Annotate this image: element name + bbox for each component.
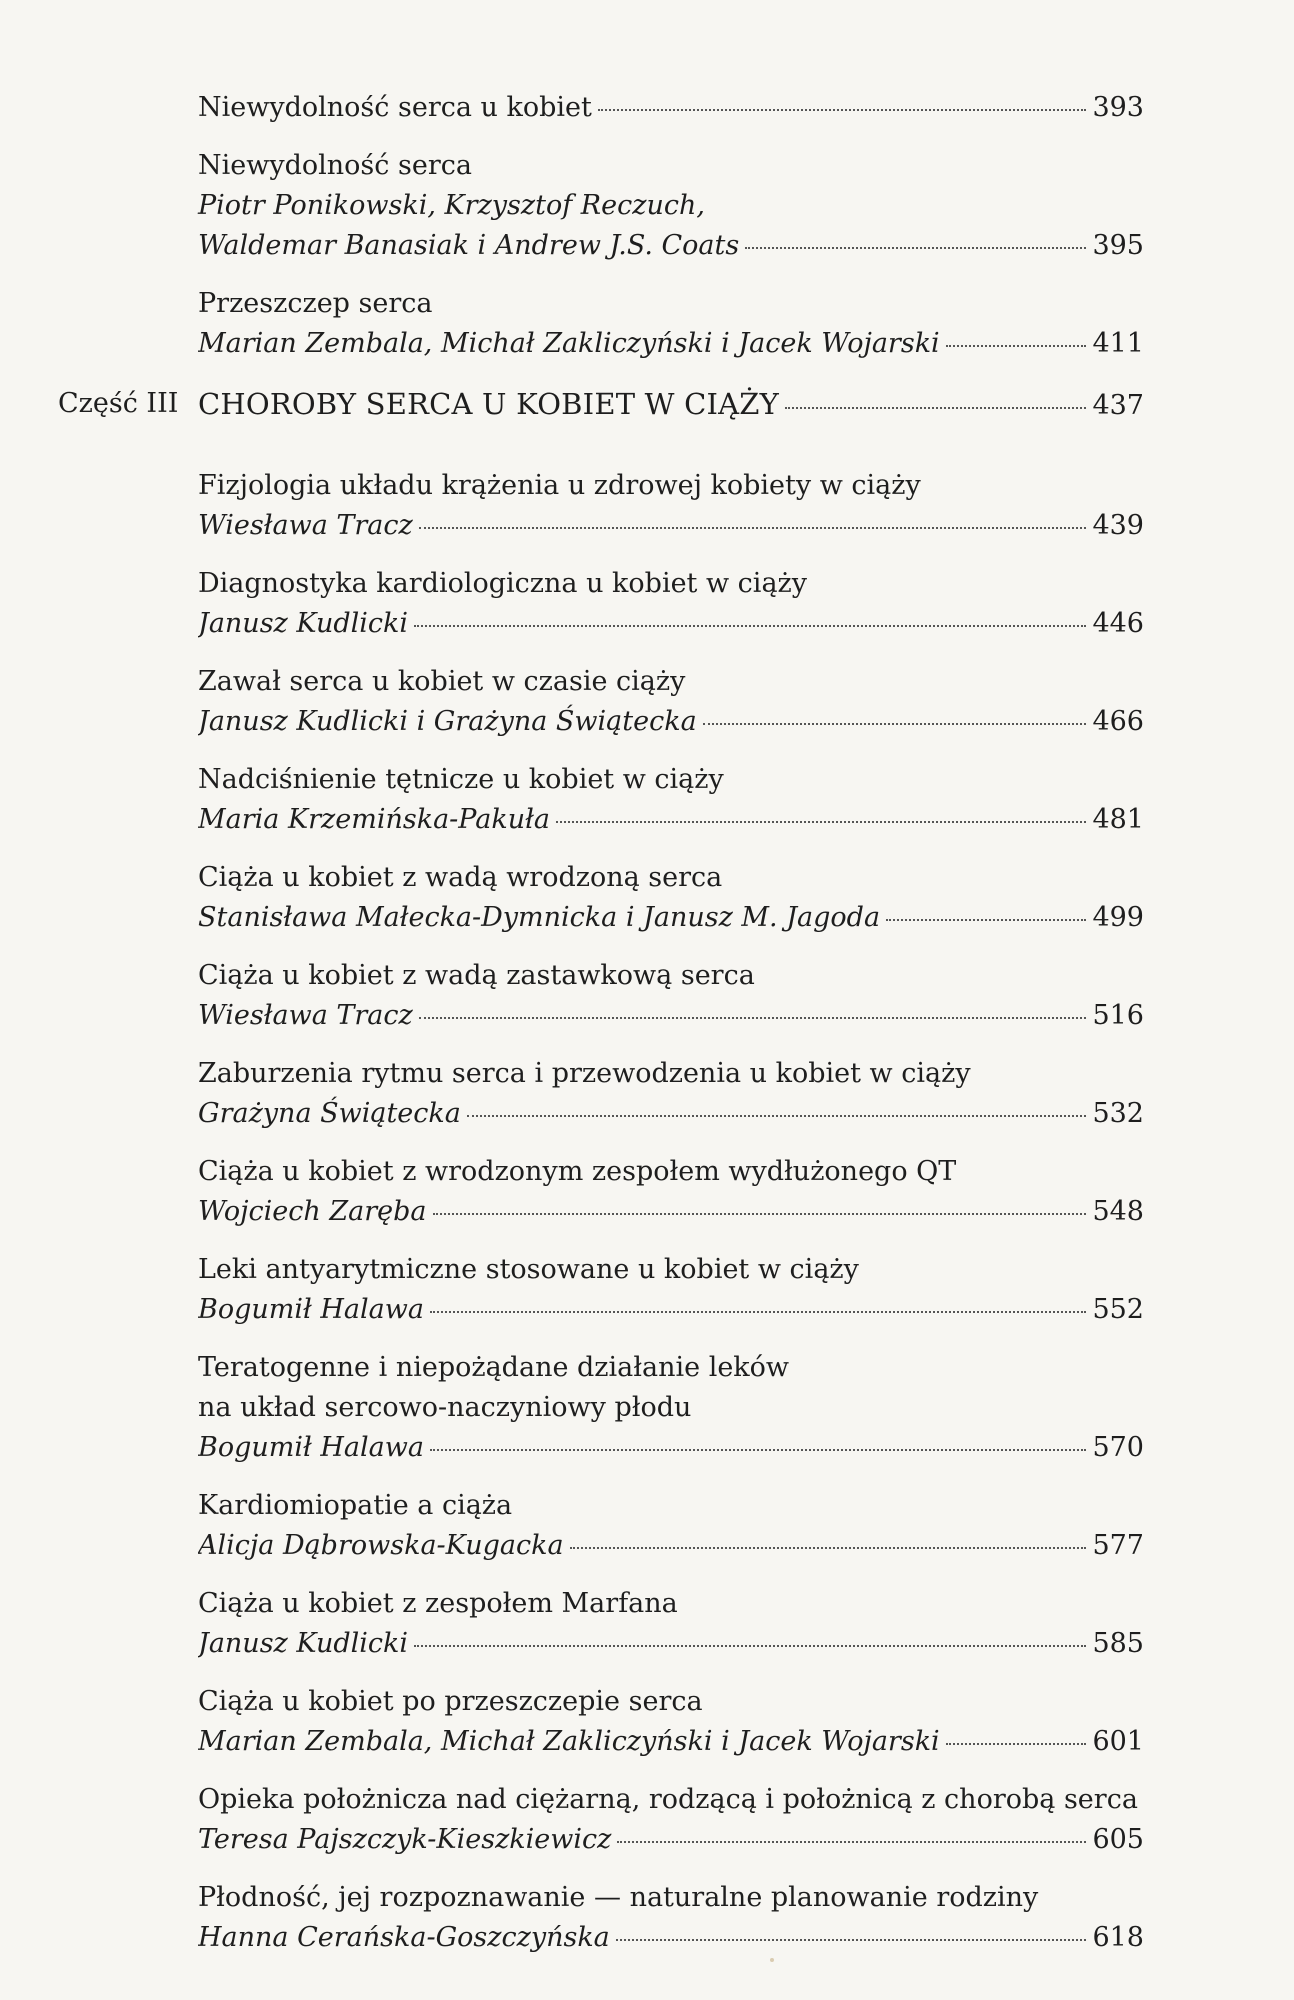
author-name: Maria Krzemińska-Pakuła [198, 804, 550, 835]
author-name: Hanna Cerańska-Goszczyńska [198, 1922, 610, 1953]
entry-line-with-page [198, 604, 1144, 644]
chapter-title: Ciąża u kobiet z wrodzonym zespołem wydłużonego QT [198, 1156, 957, 1187]
toc-entry [198, 956, 1144, 1036]
entry-line [198, 466, 1144, 506]
chapter-title: Fizjologia układu krążenia u zdrowej kobiety w ciąży [198, 470, 921, 501]
toc-entry [198, 1584, 1144, 1664]
entry-line-with-page [198, 1820, 1144, 1860]
chapter-title: Kardiomiopatie a ciąża [198, 1490, 513, 1521]
entry-line [198, 146, 1144, 186]
author-name: Bogumił Halawa [198, 1432, 424, 1463]
entry-line-with-page [198, 1428, 1144, 1468]
entry-line-with-page [198, 996, 1144, 1036]
entry-line [198, 1250, 1144, 1290]
entry-line-with-page [198, 800, 1144, 840]
entry-line-with-page [198, 1094, 1144, 1134]
dot-leader [616, 1939, 1087, 1941]
page-number: 552 [1092, 1294, 1144, 1325]
page-number: 605 [1092, 1824, 1144, 1855]
part-label: Część III [58, 388, 179, 419]
entry-line-with-page [198, 1722, 1144, 1762]
page-number: 481 [1092, 804, 1144, 835]
chapter-title: Ciąża u kobiet z zespołem Marfana [198, 1588, 678, 1619]
page-number: 437 [1092, 390, 1144, 421]
entry-line [198, 760, 1144, 800]
author-name: Waldemar Banasiak i Andrew J.S. Coats [198, 230, 740, 261]
dot-leader [430, 1449, 1087, 1451]
author-name: Stanisława Małecka-Dymnicka i Janusz M. Jagoda [198, 902, 881, 933]
entry-line-with-page [198, 88, 1144, 128]
chapter-title: Zaburzenia rytmu serca i przewodzenia u kobiet w ciąży [198, 1058, 971, 1089]
page-number: 446 [1092, 608, 1144, 639]
dot-leader [419, 527, 1087, 529]
dot-leader [556, 821, 1086, 823]
page-number: 570 [1092, 1432, 1144, 1463]
author-name: Janusz Kudlicki [198, 608, 409, 639]
entry-line [198, 564, 1144, 604]
entry-line [198, 858, 1144, 898]
toc-entry [198, 1152, 1144, 1232]
toc-entry [198, 1054, 1144, 1134]
dot-leader [433, 1213, 1087, 1215]
author-name: Janusz Kudlicki i Grażyna Świątecka [198, 706, 697, 737]
entry-line [198, 956, 1144, 996]
toc-entry [198, 284, 1144, 364]
entry-line [198, 662, 1144, 702]
toc-entry [198, 662, 1144, 742]
dot-leader [617, 1841, 1086, 1843]
dot-leader [785, 407, 1086, 409]
entry-line [198, 1054, 1144, 1094]
dot-leader [946, 1743, 1087, 1745]
toc-entry [198, 1780, 1144, 1860]
toc-entry [198, 88, 1144, 128]
entry-line-with-page [198, 506, 1144, 546]
chapter-title: Niewydolność serca [198, 150, 472, 181]
entry-line [198, 1388, 1144, 1428]
page-number: 439 [1092, 510, 1144, 541]
author-name: Wojciech Zaręba [198, 1196, 427, 1227]
toc-entry [198, 564, 1144, 644]
entry-line [198, 1486, 1144, 1526]
toc-entry [198, 1348, 1144, 1468]
author-name: Wiesława Tracz [198, 1000, 413, 1031]
dot-leader [745, 247, 1086, 249]
dot-leader [430, 1311, 1087, 1313]
entry-line-with-page [198, 324, 1144, 364]
page-number: 618 [1092, 1922, 1144, 1953]
author-name: Piotr Ponikowski, Krzysztof Reczuch, [198, 190, 705, 221]
entry-line [198, 186, 1144, 226]
toc-entry [198, 466, 1144, 546]
entry-line-with-page [198, 1918, 1144, 1958]
entry-line-with-page [198, 1290, 1144, 1330]
dot-leader [946, 345, 1087, 347]
page-number: 516 [1092, 1000, 1144, 1031]
page-number: 499 [1092, 902, 1144, 933]
entry-line [198, 1682, 1144, 1722]
toc-entry [198, 1682, 1144, 1762]
entry-line-with-page [198, 384, 1144, 426]
chapter-title: Ciąża u kobiet z wadą zastawkową serca [198, 960, 755, 991]
toc-entry [198, 1250, 1144, 1330]
page-number: 393 [1092, 92, 1144, 123]
paper-speck [770, 1958, 774, 1962]
author-name: Alicja Dąbrowska-Kugacka [198, 1530, 564, 1561]
dot-leader [570, 1547, 1087, 1549]
entry-line [198, 284, 1144, 324]
chapter-title: Nadciśnienie tętnicze u kobiet w ciąży [198, 764, 724, 795]
chapter-title: Opieka położnicza nad ciężarną, rodzącą i położnicą z chorobą serca [198, 1784, 1138, 1815]
page-number: 548 [1092, 1196, 1144, 1227]
entry-line-with-page [198, 1192, 1144, 1232]
chapter-title: Przeszczep serca [198, 288, 433, 319]
chapter-title: Ciąża u kobiet po przeszczepie serca [198, 1686, 703, 1717]
page-number: 466 [1092, 706, 1144, 737]
entry-line [198, 1584, 1144, 1624]
dot-leader [598, 109, 1087, 111]
dot-leader [414, 625, 1086, 627]
page-number: 601 [1092, 1726, 1144, 1757]
dot-leader [886, 919, 1086, 921]
toc-entry [198, 1878, 1144, 1958]
dot-leader [419, 1017, 1087, 1019]
entry-line [198, 1348, 1144, 1388]
table-of-contents [58, 88, 1144, 1976]
toc-entry [198, 146, 1144, 266]
page-number: 577 [1092, 1530, 1144, 1561]
author-name: Marian Zembala, Michał Zakliczyński i Jacek Wojarski [198, 1726, 940, 1757]
entry-line [198, 1780, 1144, 1820]
chapter-title: Diagnostyka kardiologiczna u kobiet w ciąży [198, 568, 808, 599]
author-name: Janusz Kudlicki [198, 1628, 409, 1659]
entry-line-with-page [198, 1526, 1144, 1566]
author-name: Wiesława Tracz [198, 510, 413, 541]
entry-line-with-page [198, 702, 1144, 742]
chapter-title: Niewydolność serca u kobiet [198, 92, 592, 123]
author-name: Marian Zembala, Michał Zakliczyński i Jacek Wojarski [198, 328, 940, 359]
chapter-title: Teratogenne i niepożądane działanie leków [198, 1352, 790, 1383]
dot-leader [467, 1115, 1087, 1117]
chapter-title: Ciąża u kobiet z wadą wrodzoną serca [198, 862, 723, 893]
chapter-title: Leki antyarytmiczne stosowane u kobiet w ciąży [198, 1254, 859, 1285]
toc-entry [198, 1486, 1144, 1566]
chapter-title: Zawał serca u kobiet w czasie ciąży [198, 666, 686, 697]
toc-entry [198, 858, 1144, 938]
page-number: 411 [1092, 328, 1144, 359]
page-number: 585 [1092, 1628, 1144, 1659]
author-name: Grażyna Świątecka [198, 1098, 461, 1129]
dot-leader [703, 723, 1087, 725]
page-number: 532 [1092, 1098, 1144, 1129]
part-entry [58, 384, 1144, 426]
entry-line-with-page [198, 226, 1144, 266]
author-name: Teresa Pajszczyk-Kieszkiewicz [198, 1824, 612, 1855]
entry-line [198, 1878, 1144, 1918]
author-name: Bogumił Halawa [198, 1294, 424, 1325]
entry-line-with-page [198, 1624, 1144, 1664]
toc-entry [198, 760, 1144, 840]
entry-line [198, 1152, 1144, 1192]
page-number: 395 [1092, 230, 1144, 261]
chapter-title: na układ sercowo-naczyniowy płodu [198, 1392, 692, 1423]
part-title: CHOROBY SERCA U KOBIET W CIĄŻY [198, 387, 779, 421]
chapter-title: Płodność, jej rozpoznawanie — naturalne planowanie rodziny [198, 1882, 1039, 1913]
entry-line-with-page [198, 898, 1144, 938]
dot-leader [414, 1645, 1086, 1647]
